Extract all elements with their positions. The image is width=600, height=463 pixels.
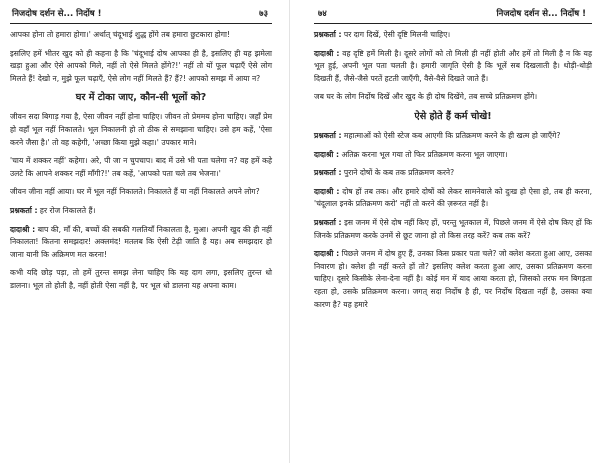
dialogue-paragraph: दादाश्री : पिछले जनम में दोष हुए हैं, उनका किस प्रकार पता चले? जो क्लेश करता हुआ आए, उसका निवारण हो। क्लेश ही नहीं करते हों तो? इसलिए क्लेश करता हुआ आए, उसका प्रतिक्रमण करना चाहिए। दूसरे किसीके लेना-देना नहीं है। कोई मन में याद आया करता हो, जिसको तरफ मन बिगड़ता रहता हो, उसके प्रतिक्रमण करना। जगत् सदा निर्दोष है ही, पर निर्दोष दिखता नहीं है, उसका क्या कारण है? यह हमारे bbox=[314, 249, 592, 309]
dialogue-paragraph: दादाश्री : दोष हों तब तक। और हमारे दोषों को लेकर सामनेवाले को दुःख हो ऐसा हो, तब ही करना, 'चंदूलाल इनके प्रतिक्रमण करो' नहीं तो करने की ज़रूरत नहीं है। bbox=[314, 186, 593, 209]
speaker-label: प्रश्नकर्ता : bbox=[314, 130, 342, 140]
paragraph: जब घर के लोग निर्दोष दिखें और खुद के ही दोष दिखेंगे, तब सच्चे प्रतिक्रमण होंगे। bbox=[314, 92, 538, 102]
paragraph: इसलिए हमें भीतर खुद को ही कहना है कि 'चंदूभाई दोष आपका ही है, इसलिए ही यह झमेला खड़ा हुआ और ऐसे आपको मिले, नहीं तो ऐसे मिलते होंगे?!' नहीं तो यों फूल चढ़ाएँ ऐसे लोग मिलते हैं! देखो न, मुझे फूल चढ़ाएँ, ऐसे लोग नहीं मिलते हैं? हैं?! आपको समझ में आया न? bbox=[10, 48, 272, 83]
paragraph: कभी यदि छोड़ पड़ा, तो हमें तुरन्त समझ लेना चाहिए कि यह दाग लगा, इसलिए तुरन्त धो डालना। भूल तो होती है, नहीं होती ऐसा नहीं है, पर भूल धो डालना यह अपना काम। bbox=[10, 268, 272, 290]
dialogue-paragraph: प्रश्नकर्ता : इस जनम में ऐसे दोष नहीं किए हों, परन्तु भूतकाल में, पिछले जनम में ऐसे दोष किए हों कि जिनके प्रतिक्रमण करके उनमें से छूट जाना हो तो किस तरह करें? कब तक करें? bbox=[314, 217, 592, 240]
speaker-label: दादाश्री : bbox=[314, 48, 340, 58]
page-gutter bbox=[289, 0, 290, 463]
page-number: ७४ bbox=[318, 9, 327, 19]
paragraph: जीवन जीना नहीं आया। घर में भूल नहीं निकालते। निकालते हैं या नहीं निकालते अपने लोग? bbox=[10, 187, 260, 197]
speaker-label: दादाश्री : bbox=[314, 249, 340, 259]
dialogue-paragraph: प्रश्नकर्ता : पुराने दोषों के कब तक प्रतिक्रमण करने? bbox=[314, 168, 455, 178]
section-heading: ऐसे होते हैं कर्म चोखे! bbox=[414, 110, 492, 122]
dialogue-paragraph: दादाश्री : अतिक्र करना भूल गया तो फिर प्रतिक्रमण करना भूल जाएगा। bbox=[314, 149, 508, 159]
right-page-header bbox=[314, 6, 592, 24]
speaker-label: दादाश्री : bbox=[314, 149, 340, 159]
dialogue-paragraph: दादाश्री : वह दृष्टि हमें मिली है। दूसरे लोगों को तो मिली ही नहीं होती और हमें तो मिली है न कि यह भूल हुई, अपनी भूल पता चलती है। हमारी जागृति ऐसी है कि भूलें सब दिखलाती है। थोड़ी-थोड़ी दिखती हैं, जैसे-जैसे परतें हटती जाएँगी, वैसे-वैसे दिखते जाते हैं। bbox=[314, 48, 592, 83]
left-page-header bbox=[10, 6, 272, 24]
speaker-label: प्रश्नकर्ता : bbox=[314, 217, 342, 227]
dialogue-paragraph: प्रश्नकर्ता : हर रोज निकालते हैं। bbox=[10, 205, 96, 215]
speaker-label: प्रश्नकर्ता : bbox=[10, 205, 38, 215]
right-page bbox=[300, 0, 600, 463]
paragraph: जीवन सदा बिगाड़ गया है, ऐसा जीवन नहीं होना चाहिए। जीवन तो प्रेममय होना चाहिए। जहाँ प्रेम हो वहाँ भूल नहीं निकालते। भूल निकालनी हो तो ठीक से समझाना चाहिए। उसे हम कहें, 'ऐसा करने जैसा है।' तो वह कहेगी, 'अच्छा किया मुझे कहा।' उपकार माने। bbox=[10, 112, 272, 147]
dialogue-paragraph: प्रश्नकर्ता : पर दाग दिखें, ऐसी दृष्टि मिलनी चाहिए। bbox=[314, 30, 451, 39]
left-page bbox=[0, 0, 282, 463]
speaker-label: दादाश्री : bbox=[314, 186, 340, 196]
page-number: ७३ bbox=[259, 9, 268, 19]
section-heading: घर में टोका जाए, कौन-सी भूलों को? bbox=[75, 92, 207, 104]
dialogue-paragraph: प्रश्नकर्ता : महात्माओं को ऐसी स्टेज कब आएगी कि प्रतिक्रमण करने के ही खत्म हो जाएँगे? bbox=[314, 130, 561, 140]
speaker-label: प्रश्नकर्ता : bbox=[314, 168, 342, 178]
speaker-label: प्रश्नकर्ता : bbox=[314, 30, 342, 39]
paragraph: आपका होना तो हमारा होगा।' अर्थात् चंदूभाई शुद्ध होंगे तब हमारा छुटकारा होगा! bbox=[10, 30, 231, 39]
running-title: निजदोष दर्शन से... निर्दोष ! bbox=[12, 9, 102, 19]
dialogue-paragraph: दादाश्री : बाप की, माँ की, बच्चों की सबकी गलतियाँ निकालता है, मुआ। अपनी खुद की ही नहीं निकालता! कितना समझदार! अक्लमंद! मतलब कि ऐसी टेढ़ी जाति है यह। अब समझदार हो जाना यानी कि अक्रिमण मत करना! bbox=[10, 224, 273, 259]
speaker-label: दादाश्री : bbox=[10, 224, 36, 234]
running-title: निजदोष दर्शन से... निर्दोष ! bbox=[496, 9, 586, 19]
paragraph: 'चाय में शक्कर नहीं' कहेगा। अरे, पी जा न चुपचाप। बाद में उसे भी पता चलेगा न? वह हमें कहे उलटे कि आपने शक्कर नहीं माँगी?!' तब कहें, 'आपको पता चले तब भेजना।' bbox=[10, 156, 272, 178]
